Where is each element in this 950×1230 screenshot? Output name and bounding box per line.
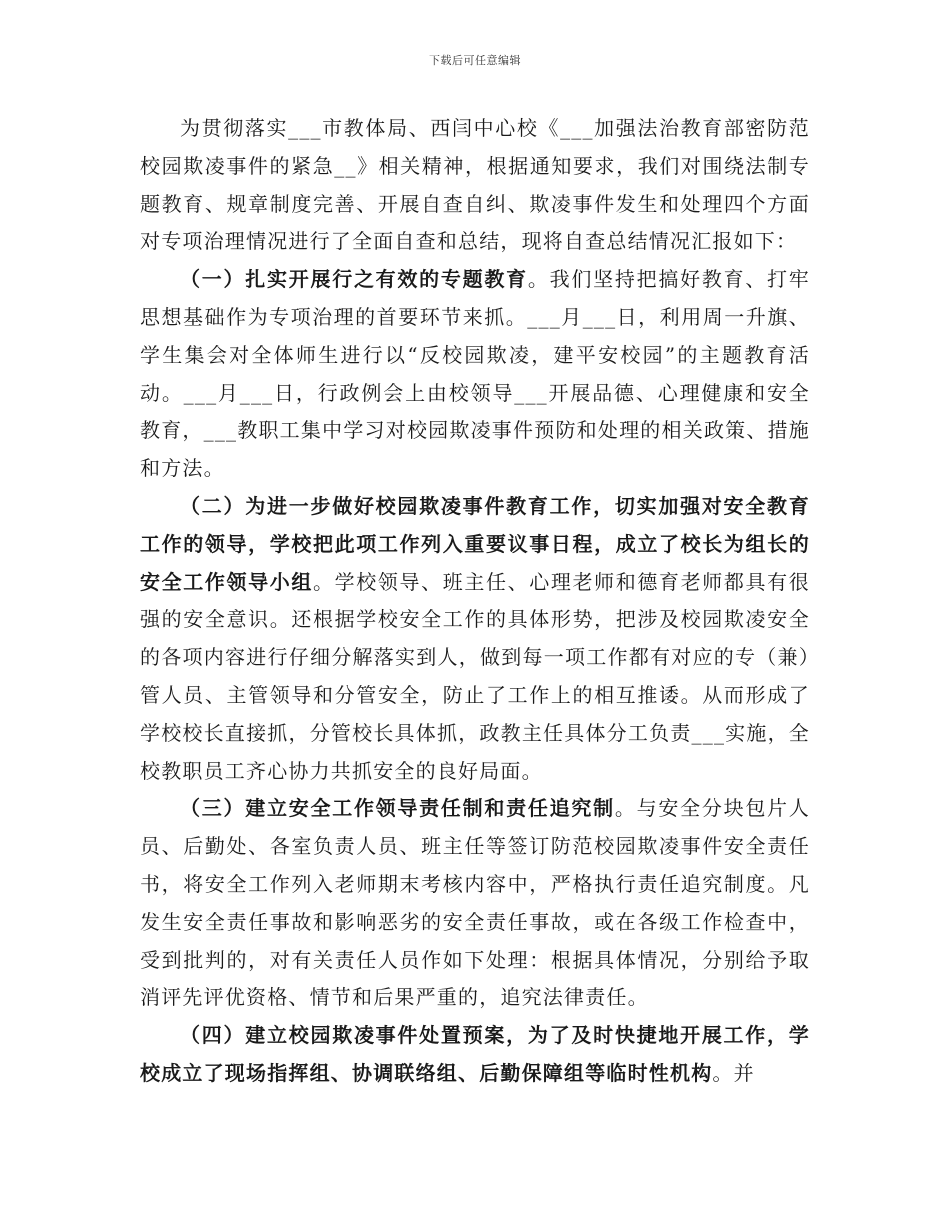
paragraph-section-1 [140, 261, 810, 488]
paragraph-heading: （四）建立校园欺凌事件处置预案，为了及时快捷地开展工作，学校成立了现场指挥组、协调联络组、后勤保障组等临时性机构 [140, 1023, 810, 1085]
page-header: 下载后可任意编辑 [429, 54, 521, 67]
document-body [140, 110, 810, 1093]
paragraph-text: 。我们坚持把搞好教育、打牢思想基础作为专项治理的首要环节来抓。___月___日，利用周一升旗、学生集会对全体师生进行以“反校园欺凌，建平安校园”的主题教育活动。___月___日，行政例会上由校领导___开展品德、心理健康和安全教育，___教职工集中学习对校园欺凌事件预防和处理的相关政策、措施和方法。 [140, 267, 810, 481]
paragraph-section-3 [140, 790, 810, 1017]
paragraph-intro [140, 110, 810, 261]
paragraph-heading: （三）建立安全工作领导责任制和责任追究制 [180, 796, 615, 821]
paragraph-text: 。与安全分块包片人员、后勤处、各室负责人员、班主任等签订防范校园欺凌事件安全责任书，将安全工作列入老师期末考核内容中，严格执行责任追究制度。凡发生安全责任事故和影响恶劣的安全责任事故，或在各级工作检查中，受到批判的，对有关责任人员作如下处理：根据具体情况，分别给予取消评先评优资格、情节和后果严重的，追究法律责任。 [140, 796, 810, 1010]
paragraph-section-2 [140, 488, 810, 790]
paragraph-text: 。并 [712, 1060, 755, 1085]
paragraph-text: 为贯彻落实___市教体局、西闫中心校《___加强法治教育部密防范校园欺凌事件的紧急__》相关精神，根据通知要求，我们对围绕法制专题教育、规章制度完善、开展自查自纠、欺凌事件发生和处理四个方面对专项治理情况进行了全面自查和总结，现将自查总结情况汇报如下： [140, 116, 810, 254]
paragraph-section-4 [140, 1017, 810, 1093]
paragraph-heading: （二）为进一步做好校园欺凌事件教育工作，切实加强对安全教育工作的领导，学校把此项工作列入重要议事日程，成立了校长为组长的安全工作领导小组 [140, 493, 810, 594]
paragraph-text: 。学校领导、班主任、心理老师和德育老师都具有很强的安全意识。还根据学校安全工作的具体形势，把涉及校园欺凌安全的各项内容进行仔细分解落实到人，做到每一项工作都有对应的专（兼）管人员、主管领导和分管安全，防止了工作上的相互推诿。从而形成了学校校长直接抓，分管校长具体抓，政教主任具体分工负责___实施，全校教职员工齐心协力共抓安全的良好局面。 [140, 569, 810, 783]
paragraph-heading: （一）扎实开展行之有效的专题教育 [180, 267, 528, 292]
